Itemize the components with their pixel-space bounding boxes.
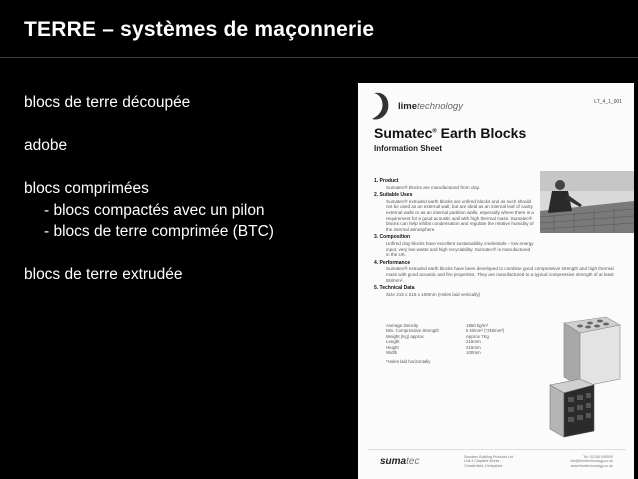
document-heading: Sumatec® Earth Blocks xyxy=(374,125,527,141)
list-item-adobe: adobe xyxy=(24,137,68,154)
sumatec-logo: sumatec xyxy=(380,456,420,467)
lime-technology-logo-icon xyxy=(368,89,396,125)
document-sections: 1. Product Sumatec® blocks are manufactured from clay. 2. Suitable Uses Sumatec® extruded earth blocks are unfired blocks and as such should not be used as an external wall, but are ideal as an internal leaf of cavity external walls or as an internal partition walls, especially where there is a requirement for a good acoustic wall with high thermal mass. Sumatec® blocks can help inhibit condensation and regulate the relative humidity of the internal atmosphere. 3. Composition Unfired clay blocks have excellent sustainability credentials – low energy input, very low waste and high recyclability. Sumatec® is manufactured in the UK. 4. Performance Sumatec® extruded earth blocks have been developed to combine good compressive strength and high thermal mass with good acoustic and fire properties. They are manufactured to a typical compressive strength of at least 5N/mm². 5. Technical Data Size 215 x 215 x 100mm (Holes laid vertically) xyxy=(374,178,614,297)
bricklayer-photo xyxy=(540,171,634,233)
masonry-types-list xyxy=(24,92,274,286)
footer-contact: Tel: 01246 000000 info@limetechnology.co.uk www.limetechnology.co.uk xyxy=(570,455,613,468)
list-item-extruded: blocs de terre extrudée xyxy=(24,266,183,283)
list-item-compressed: blocs comprimées xyxy=(24,180,149,197)
footer-address: Sumatec Building Products Ltd Unit 4 Clayfield Works Chesterfield, Derbyshire xyxy=(464,455,514,468)
document-subheading: Information Sheet xyxy=(374,144,443,153)
brand-name: limetechnology xyxy=(398,101,463,112)
list-item-cut-blocks: blocs de terre découpée xyxy=(24,94,191,111)
list-subitem-btc: - blocs de terre comprimée (BTC) xyxy=(44,223,274,240)
document-footer xyxy=(368,449,626,474)
slide-title: TERRE – systèmes de maçonnerie xyxy=(24,18,375,41)
sumatec-info-sheet-image xyxy=(358,83,634,479)
title-divider xyxy=(0,57,638,58)
document-ref: LT_4_1_001 xyxy=(594,99,622,105)
list-subitem-rammed: - blocs compactés avec un pilon xyxy=(44,201,265,219)
technical-data-table: Average Density Min. Compressive Strength Weight (Kg) approx Length Height Width 1850 kg/m³ 5 N/mm² (*2N/mm²) Approx 7Kg 215mm 215mm 100mm *Holes laid horizontally xyxy=(386,323,505,365)
earth-block-holes-image xyxy=(546,375,598,441)
